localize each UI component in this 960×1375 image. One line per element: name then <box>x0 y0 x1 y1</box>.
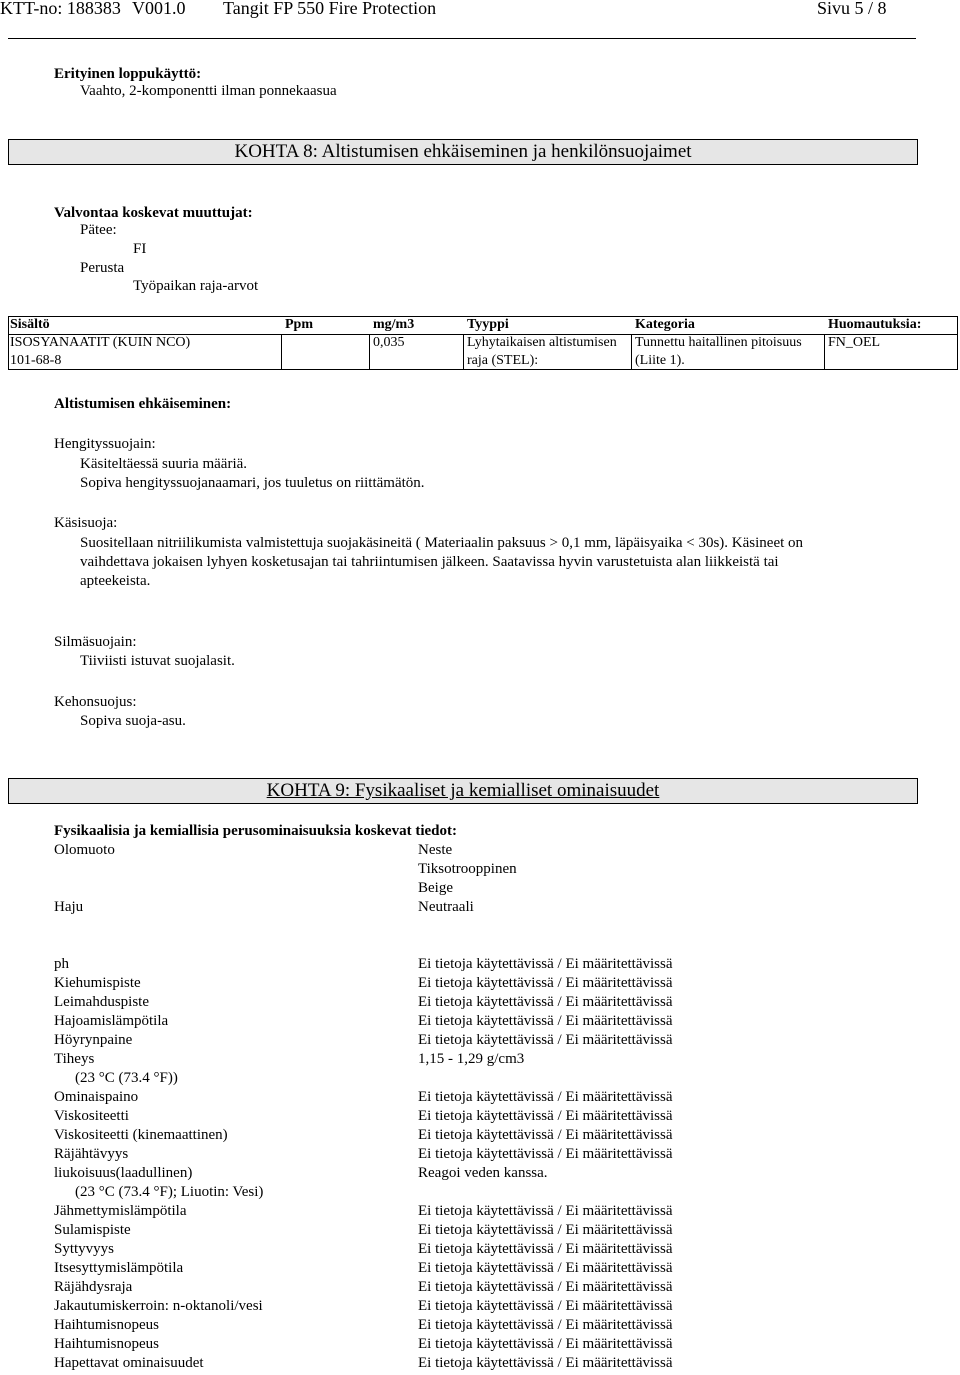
odor-label: Haju <box>54 899 84 915</box>
property-value: Ei tietoja käytettävissä / Ei määritettävissä <box>418 1108 673 1124</box>
end-use-value: Vaahto, 2-komponentti ilman ponnekaasua <box>80 83 337 99</box>
property-label: Syttyvyys <box>54 1241 115 1257</box>
end-use-label: Erityinen loppukäyttö: <box>54 66 202 82</box>
respiratory-label: Hengityssuojain: <box>54 436 156 452</box>
property-condition: (23 °C (73.4 °F); Liuotin: Vesi) <box>75 1184 264 1200</box>
eye-protection-label: Silmäsuojain: <box>54 634 137 650</box>
doc-id: KTT-no: 188383 <box>0 0 121 18</box>
property-value: Ei tietoja käytettävissä / Ei määritettävissä <box>418 1222 673 1238</box>
valid-value: FI <box>133 241 147 257</box>
respiratory-line1: Käsiteltäessä suuria määriä. <box>80 456 248 472</box>
property-label: Itsesyttymislämpötila <box>54 1260 184 1276</box>
page-number: Sivu 5 / 8 <box>817 0 887 18</box>
form-value-1: Neste <box>418 842 453 858</box>
hand-protection-line1: Suositellaan nitriilikumista valmistettuja suojakäsineitä ( Materiaalin paksuus > 0,1 mm, läpäisyaika < 30s). Käsineet on <box>80 535 804 551</box>
property-value: Ei tietoja käytettävissä / Ei määritettävissä <box>418 1279 673 1295</box>
control-params-label: Valvontaa koskevat muuttujat: <box>54 205 253 221</box>
property-label: Kiehumispiste <box>54 975 141 991</box>
col-divider <box>631 334 632 370</box>
cell-type-line2: raja (STEL): <box>467 353 539 368</box>
basic-properties-label: Fysikaalisia ja kemiallisia perusominaisuuksia koskevat tiedot: <box>54 823 457 839</box>
property-value: Ei tietoja käytettävissä / Ei määritettävissä <box>418 1032 673 1048</box>
property-value: Ei tietoja käytettävissä / Ei määritettävissä <box>418 956 673 972</box>
col-header-type: Tyyppi <box>467 317 509 332</box>
property-value: Reagoi veden kanssa. <box>418 1165 548 1181</box>
property-label: Haihtumisnopeus <box>54 1317 159 1333</box>
property-label: Ominaispaino <box>54 1089 139 1105</box>
property-label: Höyrynpaine <box>54 1032 133 1048</box>
basis-value: Työpaikan raja-arvot <box>133 278 259 294</box>
property-value: Ei tietoja käytettävissä / Ei määritettävissä <box>418 1317 673 1333</box>
col-divider <box>369 334 370 370</box>
basis-label: Perusta <box>80 260 125 276</box>
property-label: liukoisuus(laadullinen) <box>54 1165 193 1181</box>
property-value: Ei tietoja käytettävissä / Ei määritettävissä <box>418 1127 673 1143</box>
odor-value: Neutraali <box>418 899 474 915</box>
section-8-title: KOHTA 8: Altistumisen ehkäiseminen ja henkilönsuojaimet <box>234 141 692 162</box>
form-value-3: Beige <box>418 880 453 896</box>
respiratory-line2: Sopiva hengityssuojanaamari, jos tuuletus on riittämätön. <box>80 475 425 491</box>
cell-cas: 101-68-8 <box>10 353 62 368</box>
property-label: Hajoamislämpötila <box>54 1013 169 1029</box>
exposure-controls-label: Altistumisen ehkäiseminen: <box>54 396 232 412</box>
cell-remarks: FN_OEL <box>828 335 881 350</box>
property-value: Ei tietoja käytettävissä / Ei määritettävissä <box>418 1146 673 1162</box>
property-label: Jakautumiskerroin: n-oktanoli/vesi <box>54 1298 263 1314</box>
property-label: Hapettavat ominaisuudet <box>54 1355 204 1371</box>
table-left-border <box>8 316 9 370</box>
section-8-heading <box>8 139 918 165</box>
property-label: Haihtumisnopeus <box>54 1336 159 1352</box>
property-value: Ei tietoja käytettävissä / Ei määritettävissä <box>418 1298 673 1314</box>
cell-mgm3: 0,035 <box>373 335 405 350</box>
property-label: Viskositeetti <box>54 1108 129 1124</box>
section-9-title: KOHTA 9: Fysikaaliset ja kemialliset ominaisuudet <box>266 780 660 801</box>
header-divider <box>8 38 916 39</box>
table-right-border <box>957 316 958 370</box>
section-9-heading <box>8 778 918 804</box>
body-protection-label: Kehonsuojus: <box>54 694 137 710</box>
valid-label: Pätee: <box>80 222 117 238</box>
col-divider <box>281 334 282 370</box>
property-value: 1,15 - 1,29 g/cm3 <box>418 1051 525 1067</box>
property-value: Ei tietoja käytettävissä / Ei määritettävissä <box>418 1089 673 1105</box>
property-value: Ei tietoja käytettävissä / Ei määritettävissä <box>418 975 673 991</box>
property-value: Ei tietoja käytettävissä / Ei määritettävissä <box>418 1260 673 1276</box>
col-header-ppm: Ppm <box>285 317 313 332</box>
property-label: Jähmettymislämpötila <box>54 1203 187 1219</box>
property-label: Räjähtävyys <box>54 1146 129 1162</box>
col-header-category: Kategoria <box>635 317 695 332</box>
hand-protection-line3: apteekeista. <box>80 573 151 589</box>
property-label: Leimahduspiste <box>54 994 149 1010</box>
property-label: Viskositeetti (kinemaattinen) <box>54 1127 228 1143</box>
cell-substance: ISOSYANAATIT (KUIN NCO) <box>10 335 191 350</box>
hand-protection-label: Käsisuoja: <box>54 515 118 531</box>
property-value: Ei tietoja käytettävissä / Ei määritettävissä <box>418 1355 673 1371</box>
property-value: Ei tietoja käytettävissä / Ei määritettävissä <box>418 1013 673 1029</box>
col-header-mgm3: mg/m3 <box>373 317 415 332</box>
property-value: Ei tietoja käytettävissä / Ei määritettävissä <box>418 994 673 1010</box>
col-header-remarks: Huomautuksia: <box>828 317 922 332</box>
cell-category-line1: Tunnettu haitallinen pitoisuus <box>635 335 802 350</box>
body-protection-value: Sopiva suoja-asu. <box>80 713 186 729</box>
property-label: Sulamispiste <box>54 1222 131 1238</box>
eye-protection-value: Tiiviisti istuvat suojalasit. <box>80 653 235 669</box>
col-divider <box>824 334 825 370</box>
form-value-2: Tiksotrooppinen <box>418 861 517 877</box>
property-value: Ei tietoja käytettävissä / Ei määritettävissä <box>418 1241 673 1257</box>
col-divider <box>463 334 464 370</box>
hand-protection-line2: vaihdettava jokaisen lyhyen kosketusajan tai tahriintumisen jälkeen. Saatavissa hyvin varustetuista alan liikkeistä tai <box>80 554 779 570</box>
product-name: Tangit FP 550 Fire Protection <box>223 0 437 18</box>
property-label: Räjähdysraja <box>54 1279 133 1295</box>
doc-version: V001.0 <box>132 0 186 18</box>
property-label: ph <box>54 956 69 972</box>
col-header-substance: Sisältö <box>10 317 50 332</box>
property-label: Tiheys <box>54 1051 95 1067</box>
property-value: Ei tietoja käytettävissä / Ei määritettävissä <box>418 1336 673 1352</box>
property-value: Ei tietoja käytettävissä / Ei määritettävissä <box>418 1203 673 1219</box>
property-condition: (23 °C (73.4 °F)) <box>75 1070 178 1086</box>
cell-type-line1: Lyhytaikaisen altistumisen <box>467 335 617 350</box>
form-label: Olomuoto <box>54 842 115 858</box>
cell-category-line2: (Liite 1). <box>635 353 685 368</box>
